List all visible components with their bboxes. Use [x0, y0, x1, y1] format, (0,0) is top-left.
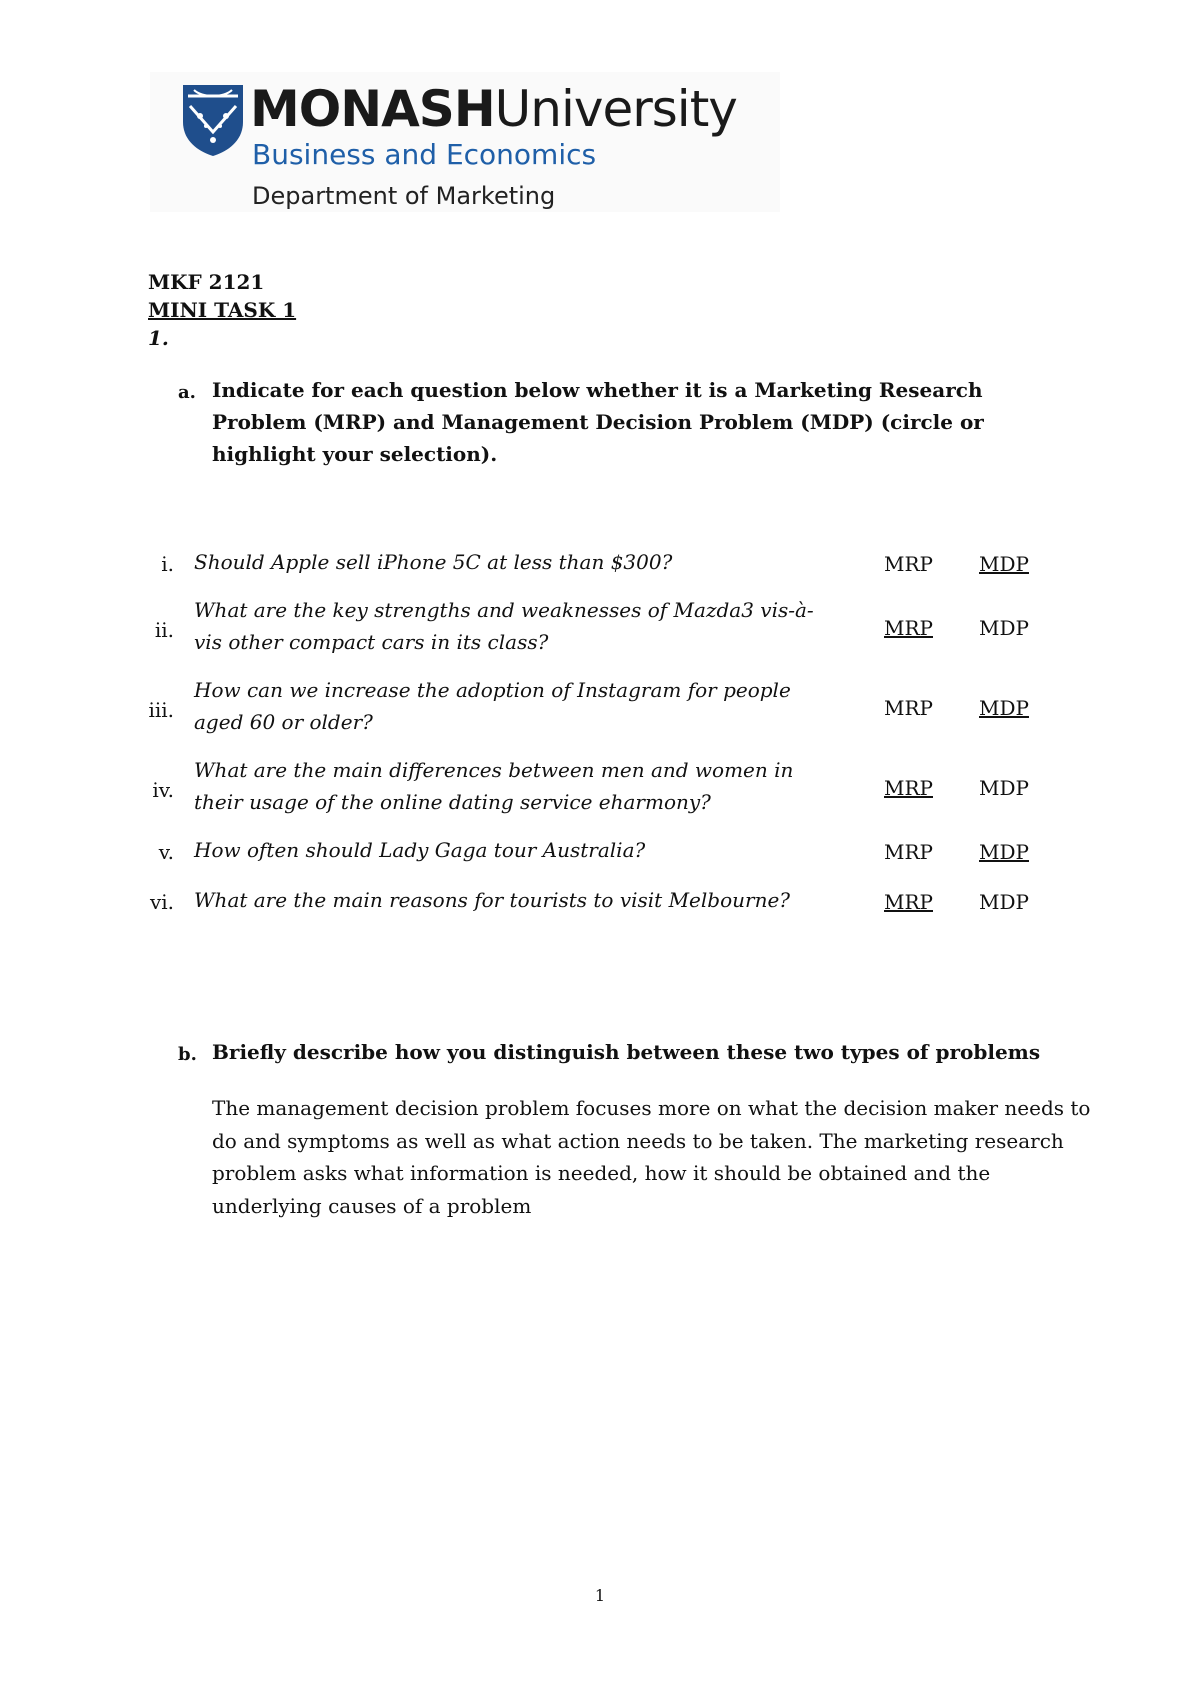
item-question: What are the main reasons for tourists to visit Melbourne?	[194, 888, 791, 912]
part-b-instruction: Briefly describe how you distinguish between these two types of problems	[212, 1040, 1041, 1064]
question-number: 1.	[148, 326, 169, 350]
page-number: 1	[594, 1586, 606, 1605]
part-a-letter: a.	[178, 382, 196, 403]
part-a-instruction: Indicate for each question below whether it is a Marketing Research Problem (MRP) and Management Decision Problem (MDP) (circle or highlight your selection).	[212, 378, 984, 466]
faculty-name: Business and Economics	[252, 138, 597, 171]
item-5-mdp-option[interactable]: MDP	[979, 840, 1029, 864]
item-question: How can we increase the adoption of Instagram for people aged 60 or older?	[194, 678, 791, 734]
university-name-light: University	[494, 80, 737, 138]
item-6-mdp-option[interactable]: MDP	[979, 890, 1029, 914]
item-numeral: vi.	[149, 890, 174, 914]
item-numeral: iii.	[148, 698, 174, 722]
item-numeral: ii.	[154, 618, 174, 642]
university-name-bold: MONASH	[250, 80, 495, 138]
department-name: Department of Marketing	[252, 182, 556, 210]
item-4-mdp-option[interactable]: MDP	[979, 776, 1029, 800]
part-b-answer: The management decision problem focuses more on what the decision maker needs to do and symptoms as well as what action needs to be taken. The marketing research problem asks what information is needed, how it should be obtained and the underlying causes of a problem	[212, 1096, 1091, 1218]
item-1-mdp-option[interactable]: MDP	[979, 552, 1029, 576]
item-2-mdp-option[interactable]: MDP	[979, 616, 1029, 640]
item-numeral: iv.	[152, 778, 174, 802]
item-question: Should Apple sell iPhone 5C at less than $300?	[194, 550, 673, 574]
part-b-letter: b.	[178, 1044, 197, 1065]
item-3-mrp-option[interactable]: MRP	[884, 696, 933, 720]
unit-code: MKF 2121	[148, 270, 265, 294]
item-1-mrp-option[interactable]: MRP	[884, 552, 933, 576]
item-question: What are the key strengths and weaknesses of Mazda3 vis-à-vis other compact cars in its class?	[194, 598, 814, 654]
item-6-mrp-option[interactable]: MRP	[884, 890, 933, 914]
item-question: How often should Lady Gaga tour Australia?	[194, 838, 646, 862]
item-2-mrp-option[interactable]: MRP	[884, 616, 933, 640]
university-name	[250, 80, 737, 138]
monash-logo	[150, 72, 780, 212]
item-question: What are the main differences between men and women in their usage of the online dating service eharmony?	[194, 758, 794, 814]
task-title: MINI TASK 1	[148, 298, 297, 322]
item-4-mrp-option[interactable]: MRP	[884, 776, 933, 800]
item-numeral: i.	[161, 552, 174, 576]
item-5-mrp-option[interactable]: MRP	[884, 840, 933, 864]
item-numeral: v.	[158, 840, 174, 864]
item-3-mdp-option[interactable]: MDP	[979, 696, 1029, 720]
monash-crest-icon	[180, 82, 246, 158]
